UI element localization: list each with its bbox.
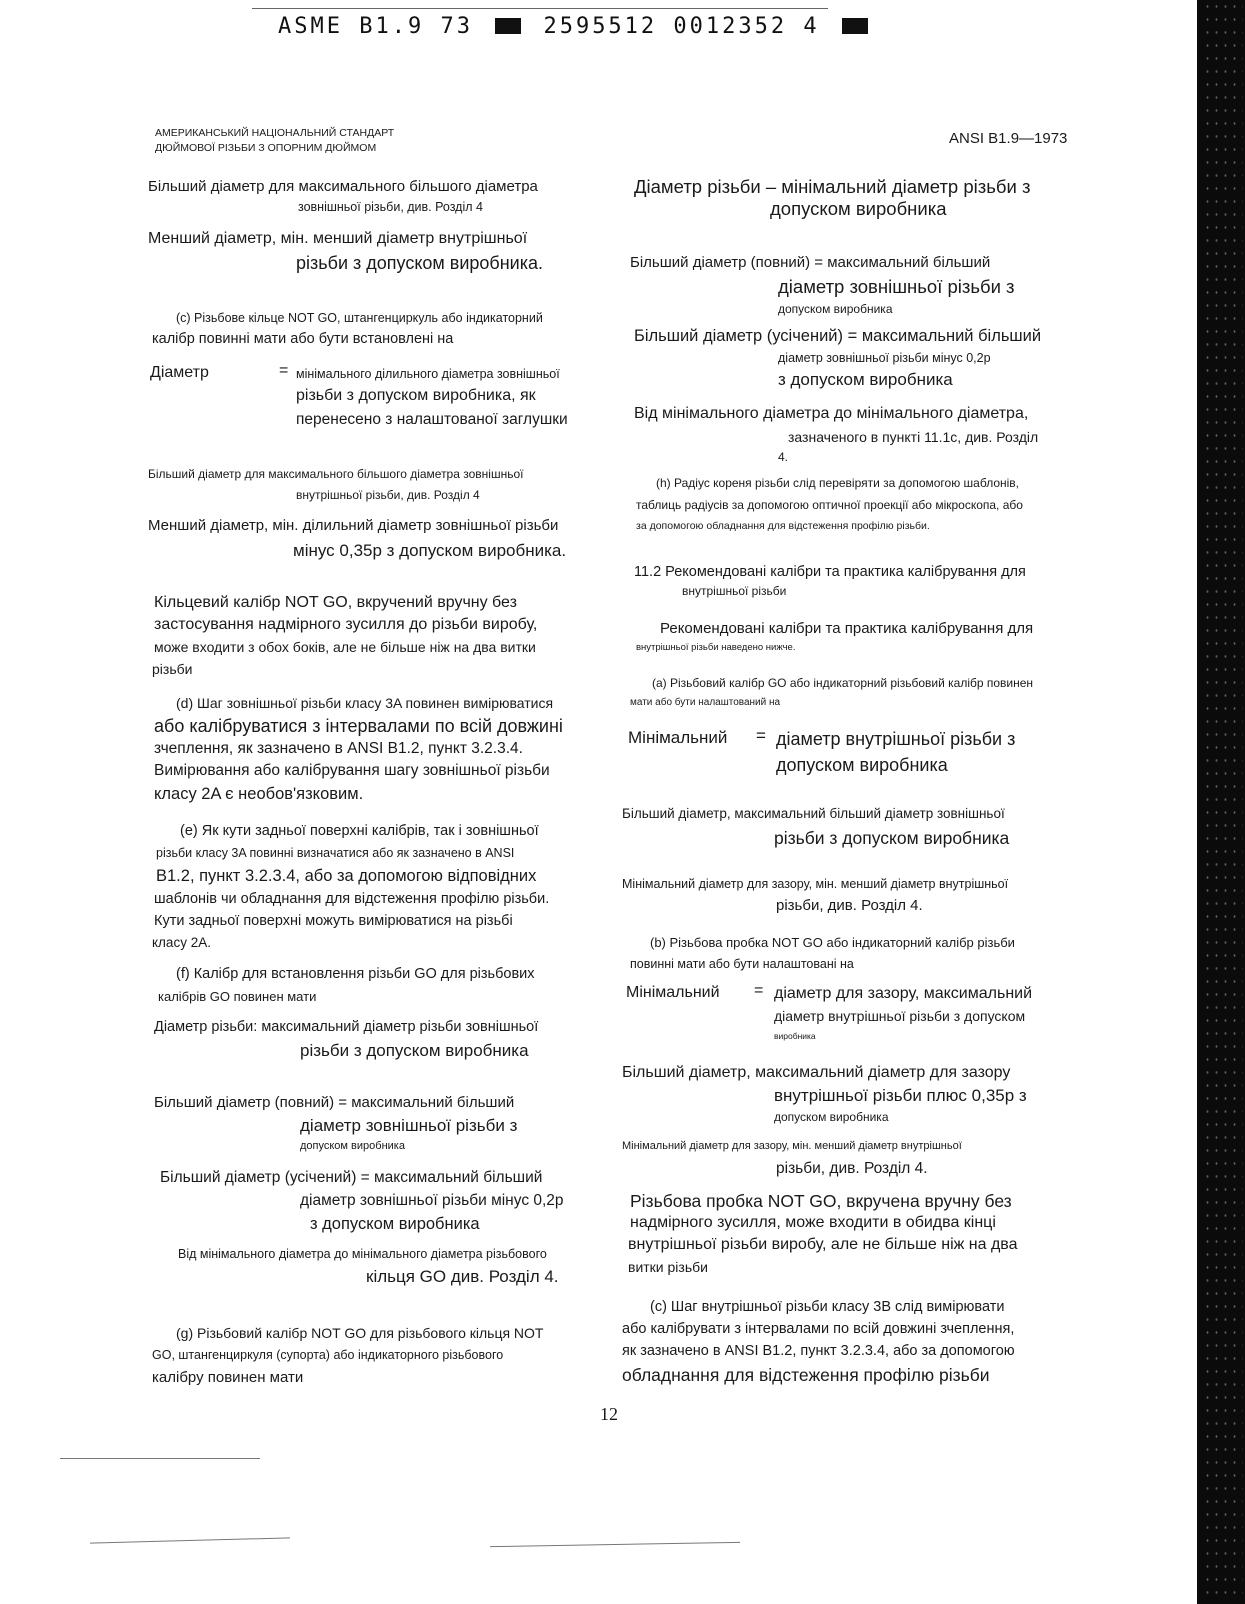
equals-sign: = — [279, 362, 289, 379]
top-rule — [252, 8, 828, 9]
text-line: Більший діаметр для максимального більшого діаметра зовнішньої — [148, 467, 524, 481]
text-line: Кути задньої поверхні можуть вимірюватися на різьбі — [154, 913, 513, 929]
text-line: мати або бути налаштований на — [630, 697, 781, 708]
text-line: Від мінімального діаметра до мінімального діаметра різьбового — [178, 1247, 547, 1261]
formula-label: Діаметр — [150, 364, 209, 381]
text-line: Вимірювання або калібрування шагу зовнішньої різьби — [154, 762, 550, 779]
text-line: допуском виробника — [300, 1140, 405, 1152]
text-line: різьби з допуском виробника — [774, 828, 1010, 848]
paragraph — [148, 1166, 608, 1236]
text-line: як зазначено в ANSI B1.2, пункт 3.2.3.4, або за допомогою — [622, 1343, 1015, 1359]
code-part-a: ASME B1.9 73 — [278, 14, 473, 39]
text-line: класу 2A є необов'язковим. — [154, 785, 364, 803]
paragraph — [148, 1322, 608, 1390]
paragraph — [622, 252, 1082, 318]
text-line: різьби, див. Розділ 4. — [776, 1160, 928, 1177]
text-line: різьби з допуском виробника — [300, 1041, 529, 1060]
text-line: внутрішньої різьби наведено нижче. — [636, 642, 796, 653]
paragraph — [148, 1092, 608, 1154]
scan-artifact — [60, 1458, 260, 1459]
text-line: Від мінімального діаметра до мінімального діаметра, — [634, 405, 1029, 422]
text-line: різьби — [152, 661, 193, 677]
text-line: діаметр зовнішньої різьби мінус 0,2p — [300, 1192, 564, 1209]
text-line: (f) Калібр для встановлення різьби GO для різьбових — [176, 966, 535, 982]
page-number: 12 — [600, 1404, 618, 1424]
text-line: (d) Шаг зовнішньої різьби класу 3A повинен вимірюватися — [176, 695, 554, 711]
text-line: допуском виробника — [774, 1110, 889, 1124]
text-line: різьби, див. Розділ 4. — [776, 897, 923, 914]
text-line: (c) Шаг внутрішньої різьби класу 3B слід вимірювати — [650, 1299, 1005, 1315]
text-line: внутрішньої різьби, див. Розділ 4 — [296, 488, 480, 502]
text-line: з допуском виробника — [310, 1215, 480, 1233]
text-line: Більший діаметр (повний) = максимальний більший — [154, 1094, 515, 1111]
text-line: витки різьби — [628, 1259, 708, 1275]
text-line: B1.2, пункт 3.2.3.4, або за допомогою відповідних — [156, 867, 537, 885]
paragraph — [148, 820, 608, 954]
paragraph — [622, 1190, 1082, 1278]
paragraph — [148, 514, 608, 564]
text-line: (g) Різьбовий калібр NOT GO для різьбового кільця NOT — [176, 1325, 544, 1341]
paragraph — [148, 464, 608, 506]
text-line: 4. — [778, 450, 789, 464]
scan-dark-edge — [1197, 0, 1245, 1604]
text-line: мінус 0,35p з допуском виробника. — [293, 541, 567, 560]
paragraph — [148, 1244, 608, 1290]
bar-mark — [842, 18, 868, 34]
text-line: допуском виробника — [778, 302, 893, 316]
text-line: (b) Різьбова пробка NOT GO або індикаторний калібр різьби — [650, 935, 1015, 950]
scan-artifact — [490, 1542, 740, 1547]
text-line: (a) Різьбовий калібр GO або індикаторний різьбовий калібр повинен — [652, 676, 1034, 690]
text-line: (c) Різьбове кільце NOT GO, штангенциркуль або індикаторний — [176, 311, 543, 325]
text-line: Більший діаметр, максимальний діаметр для зазору — [622, 1064, 1011, 1081]
text-line: Діаметр різьби: максимальний діаметр різьби зовнішньої — [154, 1019, 539, 1035]
text-line: Мінімальний діаметр для зазору, мін. менший діаметр внутрішньої — [622, 877, 1009, 891]
paragraph — [622, 618, 1082, 656]
text-line: GO, штангенциркуля (супорта) або індикаторного різьбового — [152, 1348, 504, 1362]
paragraph — [622, 562, 1082, 600]
bar-mark — [495, 18, 521, 34]
paragraph — [148, 1016, 608, 1064]
standard-title-line: ДЮЙМОВОЇ РІЗЬБИ З ОПОРНИМ ДЮЙМОМ — [155, 142, 377, 154]
paragraph — [148, 962, 608, 1008]
text-line: шаблонів чи обладнання для відстеження профілю різьби. — [154, 891, 550, 907]
text-line: внутрішньої різьби плюс 0,35p з — [774, 1086, 1027, 1105]
text-line: таблиць радіусів за допомогою оптичної проекції або мікроскопа, або — [636, 498, 1023, 512]
text-line: Кільцевий калібр NOT GO, вкручений вручну без — [154, 594, 517, 611]
equals-sign: = — [754, 982, 764, 999]
paragraph — [622, 1062, 1082, 1126]
paragraph — [622, 932, 1082, 974]
text-line: зовнішньої різьби, див. Розділ 4 — [298, 200, 483, 214]
paragraph — [148, 228, 608, 276]
code-part-b: 2595512 0012352 4 — [543, 14, 820, 39]
text-line: (e) Як кути задньої поверхні калібрів, так і зовнішньої — [180, 823, 539, 839]
text-line: діаметр зовнішньої різьби мінус 0,2p — [778, 351, 991, 365]
text-line: внутрішньої різьби виробу, але не більше ніж на два — [628, 1236, 1018, 1253]
text-line: з допуском виробника — [778, 370, 953, 389]
paragraph — [622, 402, 1082, 466]
text-line: мінімального ділильного діаметра зовнішньої — [296, 367, 560, 381]
formula-label: Мінімальний — [626, 984, 720, 1001]
paragraph — [622, 804, 1082, 852]
text-line: діаметр зовнішньої різьби з — [778, 276, 1015, 297]
text-line: зазначеного в пункті 11.1c, див. Розділ — [788, 429, 1039, 445]
text-line: зчеплення, як зазначено в ANSI B1.2, пункт 3.2.3.4. — [154, 740, 523, 757]
section-heading — [622, 176, 1082, 220]
text-line: Діаметр різьби – мінімальний діаметр різьби з — [634, 176, 1031, 197]
paragraph — [622, 472, 1082, 536]
paragraph — [148, 308, 608, 350]
text-line: Менший діаметр, мін. менший діаметр внутрішньої — [148, 230, 528, 247]
text-line: Більший діаметр, максимальний більший діаметр зовнішньої — [622, 806, 1005, 821]
text-line: Рекомендовані калібри та практика калібрування для — [660, 620, 1034, 637]
text-line: (h) Радіус кореня різьби слід перевіряти за допомогою шаблонів, — [656, 476, 1019, 490]
text-line: класу 2A. — [152, 935, 211, 950]
text-line: діаметр внутрішньої різьби з — [776, 729, 1016, 749]
text-line: діаметр зовнішньої різьби з — [300, 1116, 518, 1135]
text-line: внутрішньої різьби — [682, 584, 787, 598]
text-line: калібру повинен мати — [152, 1369, 304, 1386]
paragraph — [622, 672, 1082, 712]
text-line: Мінімальний діаметр для зазору, мін. менший діаметр внутрішньої — [622, 1140, 962, 1152]
text-line: або калібруватися з інтервалами по всій довжині — [154, 716, 563, 736]
text-line: різьби з допуском виробника, як — [296, 387, 536, 404]
text-line: діаметр внутрішньої різьби з допуском — [774, 1008, 1026, 1024]
paragraph — [148, 692, 608, 806]
paragraph — [622, 1296, 1082, 1388]
scan-artifact — [90, 1537, 290, 1543]
paragraph — [622, 874, 1082, 918]
text-line: 11.2 Рекомендовані калібри та практика калібрування для — [634, 564, 1026, 580]
text-line: повинні мати або бути налаштовані на — [630, 957, 854, 971]
text-line: калібрів GO повинен мати — [158, 989, 317, 1004]
paragraph — [148, 592, 608, 680]
text-line: допуском виробника — [770, 198, 947, 219]
formula-label: Мінімальний — [628, 728, 728, 747]
standard-number: ANSI B1.9—1973 — [949, 130, 1068, 147]
text-line: або калібрувати з інтервалами по всій довжині зчеплення, — [622, 1321, 1015, 1337]
text-line: надмірного зусилля, може входити в обидва кінці — [630, 1214, 996, 1231]
text-line: різьби з допуском виробника. — [296, 253, 544, 273]
paragraph — [622, 324, 1082, 392]
paragraph — [622, 1136, 1082, 1182]
document-code — [278, 14, 874, 39]
paragraph — [148, 176, 608, 216]
text-line: обладнання для відстеження профілю різьби — [622, 1365, 990, 1385]
text-line: може входити з обох боків, але не більше ніж на два витки — [154, 639, 536, 655]
text-line: Менший діаметр, мін. ділильний діаметр зовнішньої різьби — [148, 517, 559, 534]
text-line: Більший діаметр для максимального більшого діаметра — [148, 178, 538, 195]
text-line: Більший діаметр (усічений) = максимальний більший — [634, 327, 1042, 345]
text-line: виробника — [774, 1031, 816, 1041]
text-line: допуском виробника — [776, 755, 948, 775]
text-line: застосування надмірного зусилля до різьби виробу, — [154, 616, 538, 633]
text-line: калібр повинні мати або бути встановлені на — [152, 331, 454, 347]
text-line: перенесено з налаштованої заглушки — [296, 411, 568, 428]
text-line: кільця GO див. Розділ 4. — [366, 1267, 559, 1286]
standard-title — [155, 126, 394, 156]
standard-title-line: АМЕРИКАНСЬКИЙ НАЦІОНАЛЬНИЙ СТАНДАРТ — [155, 127, 395, 139]
equals-sign: = — [756, 726, 766, 745]
text-line: Більший діаметр (усічений) = максимальний більший — [160, 1169, 543, 1186]
text-line: різьби класу 3A повинні визначатися або як зазначено в ANSI — [156, 846, 515, 860]
text-line: діаметр для зазору, максимальний — [774, 985, 1033, 1002]
text-line: за допомогою обладнання для відстеження профілю різьби. — [636, 520, 930, 532]
text-line: Більший діаметр (повний) = максимальний більший — [630, 254, 991, 271]
text-line: Різьбова пробка NOT GO, вкручена вручну без — [630, 1191, 1012, 1211]
